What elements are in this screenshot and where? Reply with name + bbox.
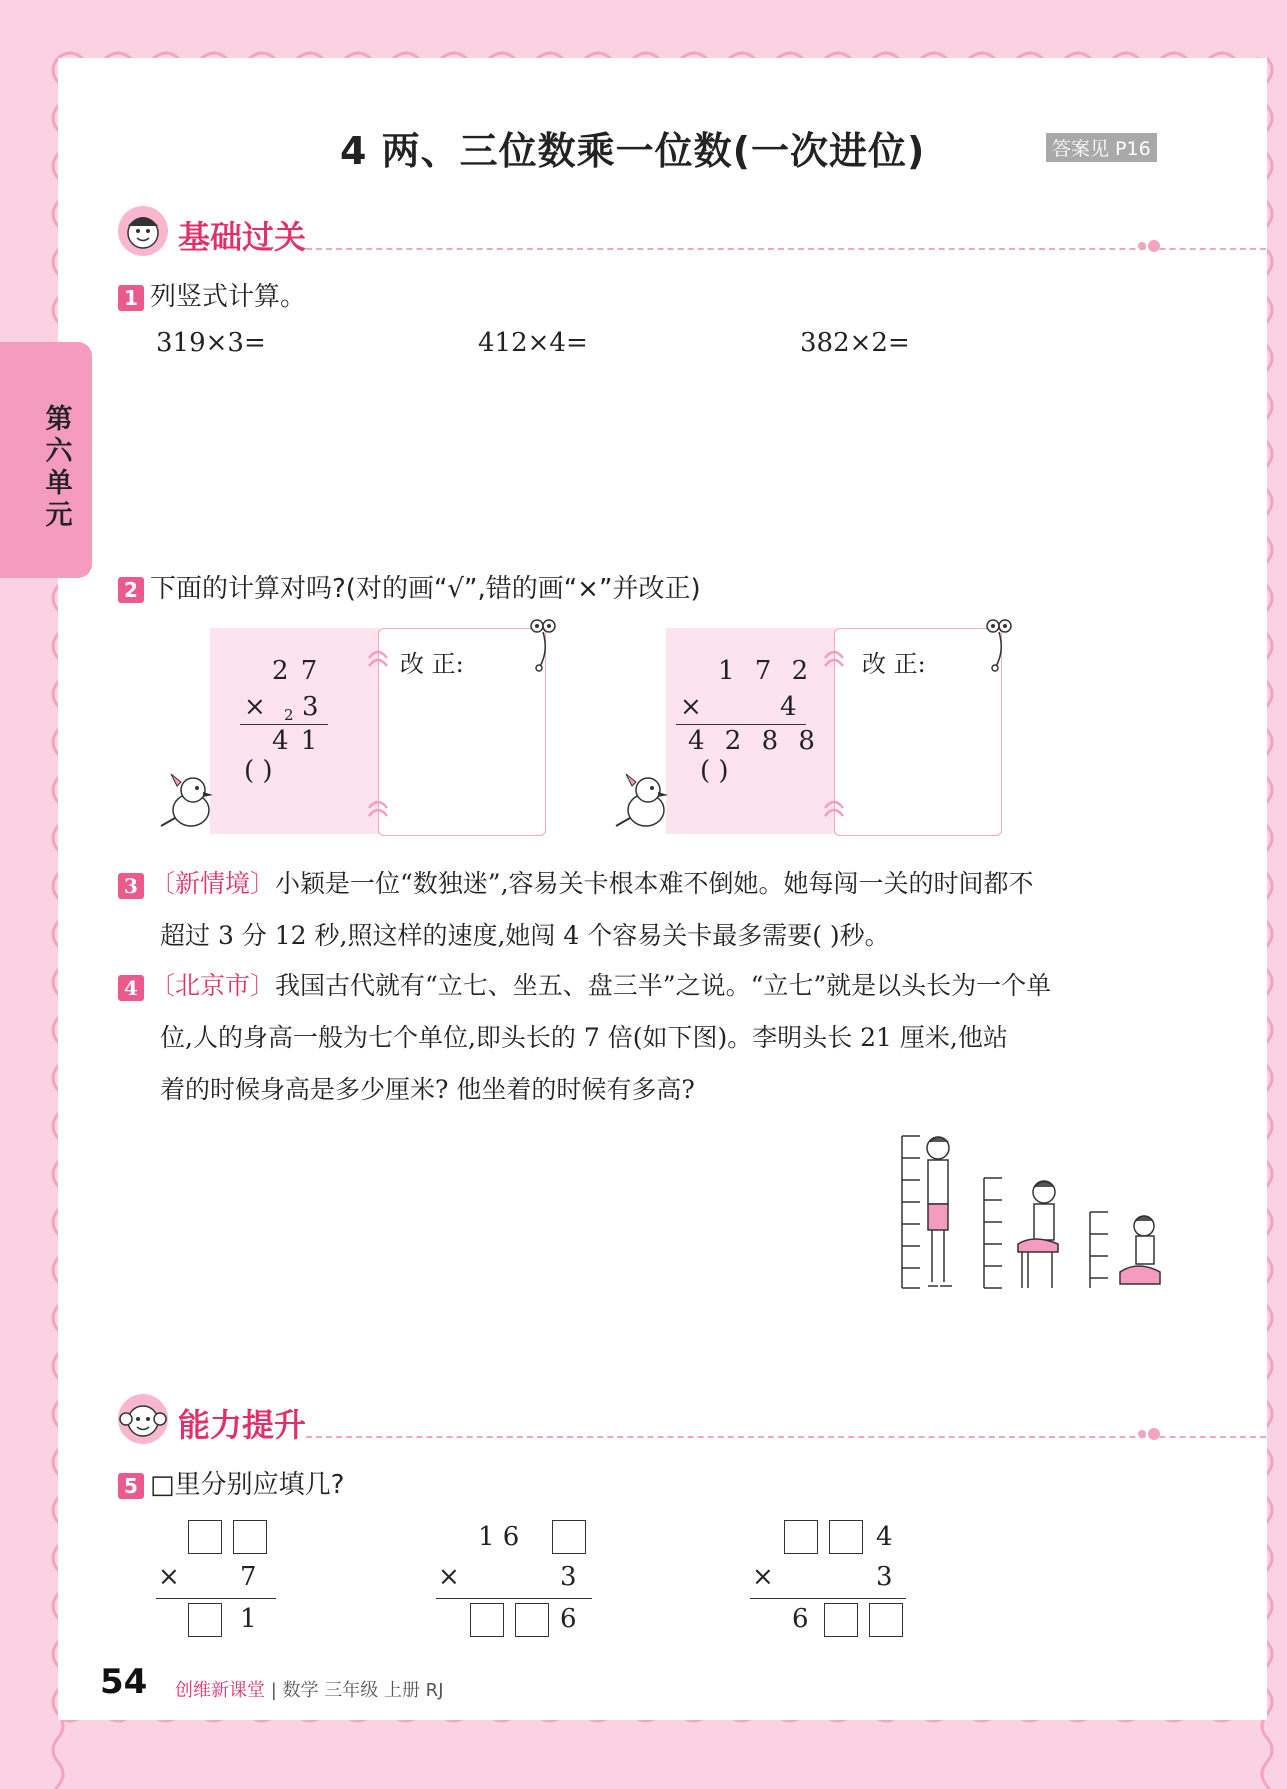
card2-correction-label: 改 正:: [862, 650, 926, 678]
section-title-basic: 基础过关: [178, 218, 307, 256]
body-proportion-figure: [898, 1132, 1168, 1296]
card2-product: 4 2 8 8: [688, 726, 821, 756]
blank-box[interactable]: [869, 1603, 903, 1637]
question-number-badge: 4: [118, 975, 144, 1001]
puzzle-2-multiply-sign: ×: [438, 1562, 460, 1592]
question-2: [118, 568, 701, 605]
question-4-tag: 〔北京市〕: [150, 971, 276, 1000]
card1-rule: [240, 724, 328, 725]
section-header-advanced: [116, 1392, 1166, 1452]
cartoon-bug-icon: [528, 618, 558, 674]
dots-decoration-icon: [1136, 1424, 1166, 1444]
unit-tab-label: 第六单元: [45, 404, 73, 531]
footer-info: [175, 1676, 444, 1702]
card1-carry-digit: 2: [284, 706, 294, 724]
puzzle-2-rule: [436, 1598, 592, 1599]
puzzle-2-top-row: [552, 1520, 586, 1554]
blank-box[interactable]: [829, 1520, 863, 1554]
cartoon-bird-icon: [155, 768, 225, 838]
card1-judgement-blank[interactable]: ( ): [244, 756, 273, 786]
section-title-advanced: 能力提升: [178, 1406, 307, 1444]
card1-product: 4 1: [272, 726, 320, 756]
card2-rule: [676, 724, 806, 725]
question-4-line-1: 我国古代就有“立七、坐五、盘三半”之说。“立七”就是以头长为一个单: [275, 971, 1052, 1000]
card2-multiplicand: 1 7 2: [718, 656, 815, 686]
question-5: [118, 1464, 344, 1501]
question-1-text: 列竖式计算。: [150, 282, 307, 312]
puzzle-2-top-digits: 1 6: [478, 1522, 520, 1552]
question-4: [118, 960, 1168, 1116]
puzzle-1-multiplier: 7: [240, 1562, 257, 1592]
section-divider: [306, 248, 1266, 250]
question-number-badge: 2: [118, 577, 144, 603]
question-4-line-3: 着的时候身高是多少厘米? 他坐着的时候有多高?: [160, 1075, 695, 1104]
puzzle-1-result-row: [188, 1603, 222, 1637]
answer-reference-badge: 答案见 P16: [1046, 133, 1157, 162]
blank-box[interactable]: [515, 1603, 549, 1637]
blank-box[interactable]: [188, 1603, 222, 1637]
puzzle-1-multiply-sign: ×: [158, 1562, 180, 1592]
question-5-text: □里分别应填几?: [150, 1470, 345, 1500]
puzzle-1-rule: [156, 1598, 276, 1599]
card2-multiplier: 4: [780, 692, 797, 722]
question-3-line-1: 小颖是一位“数独迷”,容易关卡根本难不倒她。她每闯一关的时间都不: [275, 869, 1034, 898]
question-number-badge: 3: [118, 873, 144, 899]
card1-correction-label: 改 正:: [400, 650, 464, 678]
blank-box[interactable]: [188, 1520, 222, 1554]
card2-judgement-blank[interactable]: ( ): [700, 756, 729, 786]
question-2-text: 下面的计算对吗?(对的画“√”,错的画“×”并改正): [150, 574, 701, 604]
puzzle-3-multiply-sign: ×: [752, 1562, 774, 1592]
question-number-badge: 1: [118, 285, 144, 311]
unit-tab: [0, 342, 92, 578]
question-4-line-2: 位,人的身高一般为七个单位,即头长的 7 倍(如下图)。李明头长 21 厘米,他站: [160, 1023, 1008, 1052]
puzzle-2-result-digit: 6: [560, 1604, 577, 1634]
ribbon-decoration-icon: [366, 644, 390, 824]
calc-item-3: 382×2=: [800, 328, 910, 358]
cartoon-monkey-icon: [116, 1392, 170, 1446]
calc-item-2: 412×4=: [478, 328, 588, 358]
section-divider: [306, 1436, 1266, 1438]
puzzle-1-result-digit: 1: [240, 1604, 257, 1634]
section-header-basic: [116, 204, 1166, 264]
cartoon-bug-icon: [984, 618, 1014, 674]
blank-box[interactable]: [552, 1520, 586, 1554]
blank-box[interactable]: [470, 1603, 504, 1637]
puzzle-3-top-digit: 4: [876, 1522, 893, 1552]
puzzle-3-result-digit: 6: [792, 1604, 809, 1634]
card1-multiply-sign: ×: [244, 692, 266, 722]
cartoon-bird-icon: [610, 768, 680, 838]
puzzle-2-multiplier: 3: [560, 1562, 577, 1592]
card1-multiplicand: 2 7: [272, 656, 320, 686]
cartoon-girl-icon: [116, 204, 170, 258]
card2-multiply-sign: ×: [680, 692, 702, 722]
lesson-title: 4 两、三位数乘一位数(一次进位): [340, 129, 926, 173]
calc-item-1: 319×3=: [156, 328, 266, 358]
ribbon-decoration-icon: [822, 644, 846, 824]
footer-brand: 创维新课堂: [175, 1680, 265, 1701]
puzzle-3-top-row: [784, 1520, 863, 1554]
blank-box[interactable]: [233, 1520, 267, 1554]
footer-subject: | 数学 三年级 上册 RJ: [270, 1680, 444, 1701]
dots-decoration-icon: [1136, 236, 1166, 256]
question-3: [118, 858, 1168, 962]
puzzle-2-result-row: [470, 1603, 549, 1637]
puzzle-1-top-row: [188, 1520, 267, 1554]
blank-box[interactable]: [824, 1603, 858, 1637]
puzzle-3-result-row: [824, 1603, 903, 1637]
question-1: [118, 276, 306, 313]
page-number: 54: [100, 1662, 148, 1702]
puzzle-3-rule: [750, 1598, 906, 1599]
blank-box[interactable]: [784, 1520, 818, 1554]
question-3-line-2: 超过 3 分 12 秒,照这样的速度,她闯 4 个容易关卡最多需要( )秒。: [160, 921, 890, 950]
card1-multiplier: 3: [302, 692, 319, 722]
question-number-badge: 5: [118, 1473, 144, 1499]
puzzle-3-multiplier: 3: [876, 1562, 893, 1592]
question-3-tag: 〔新情境〕: [150, 869, 276, 898]
